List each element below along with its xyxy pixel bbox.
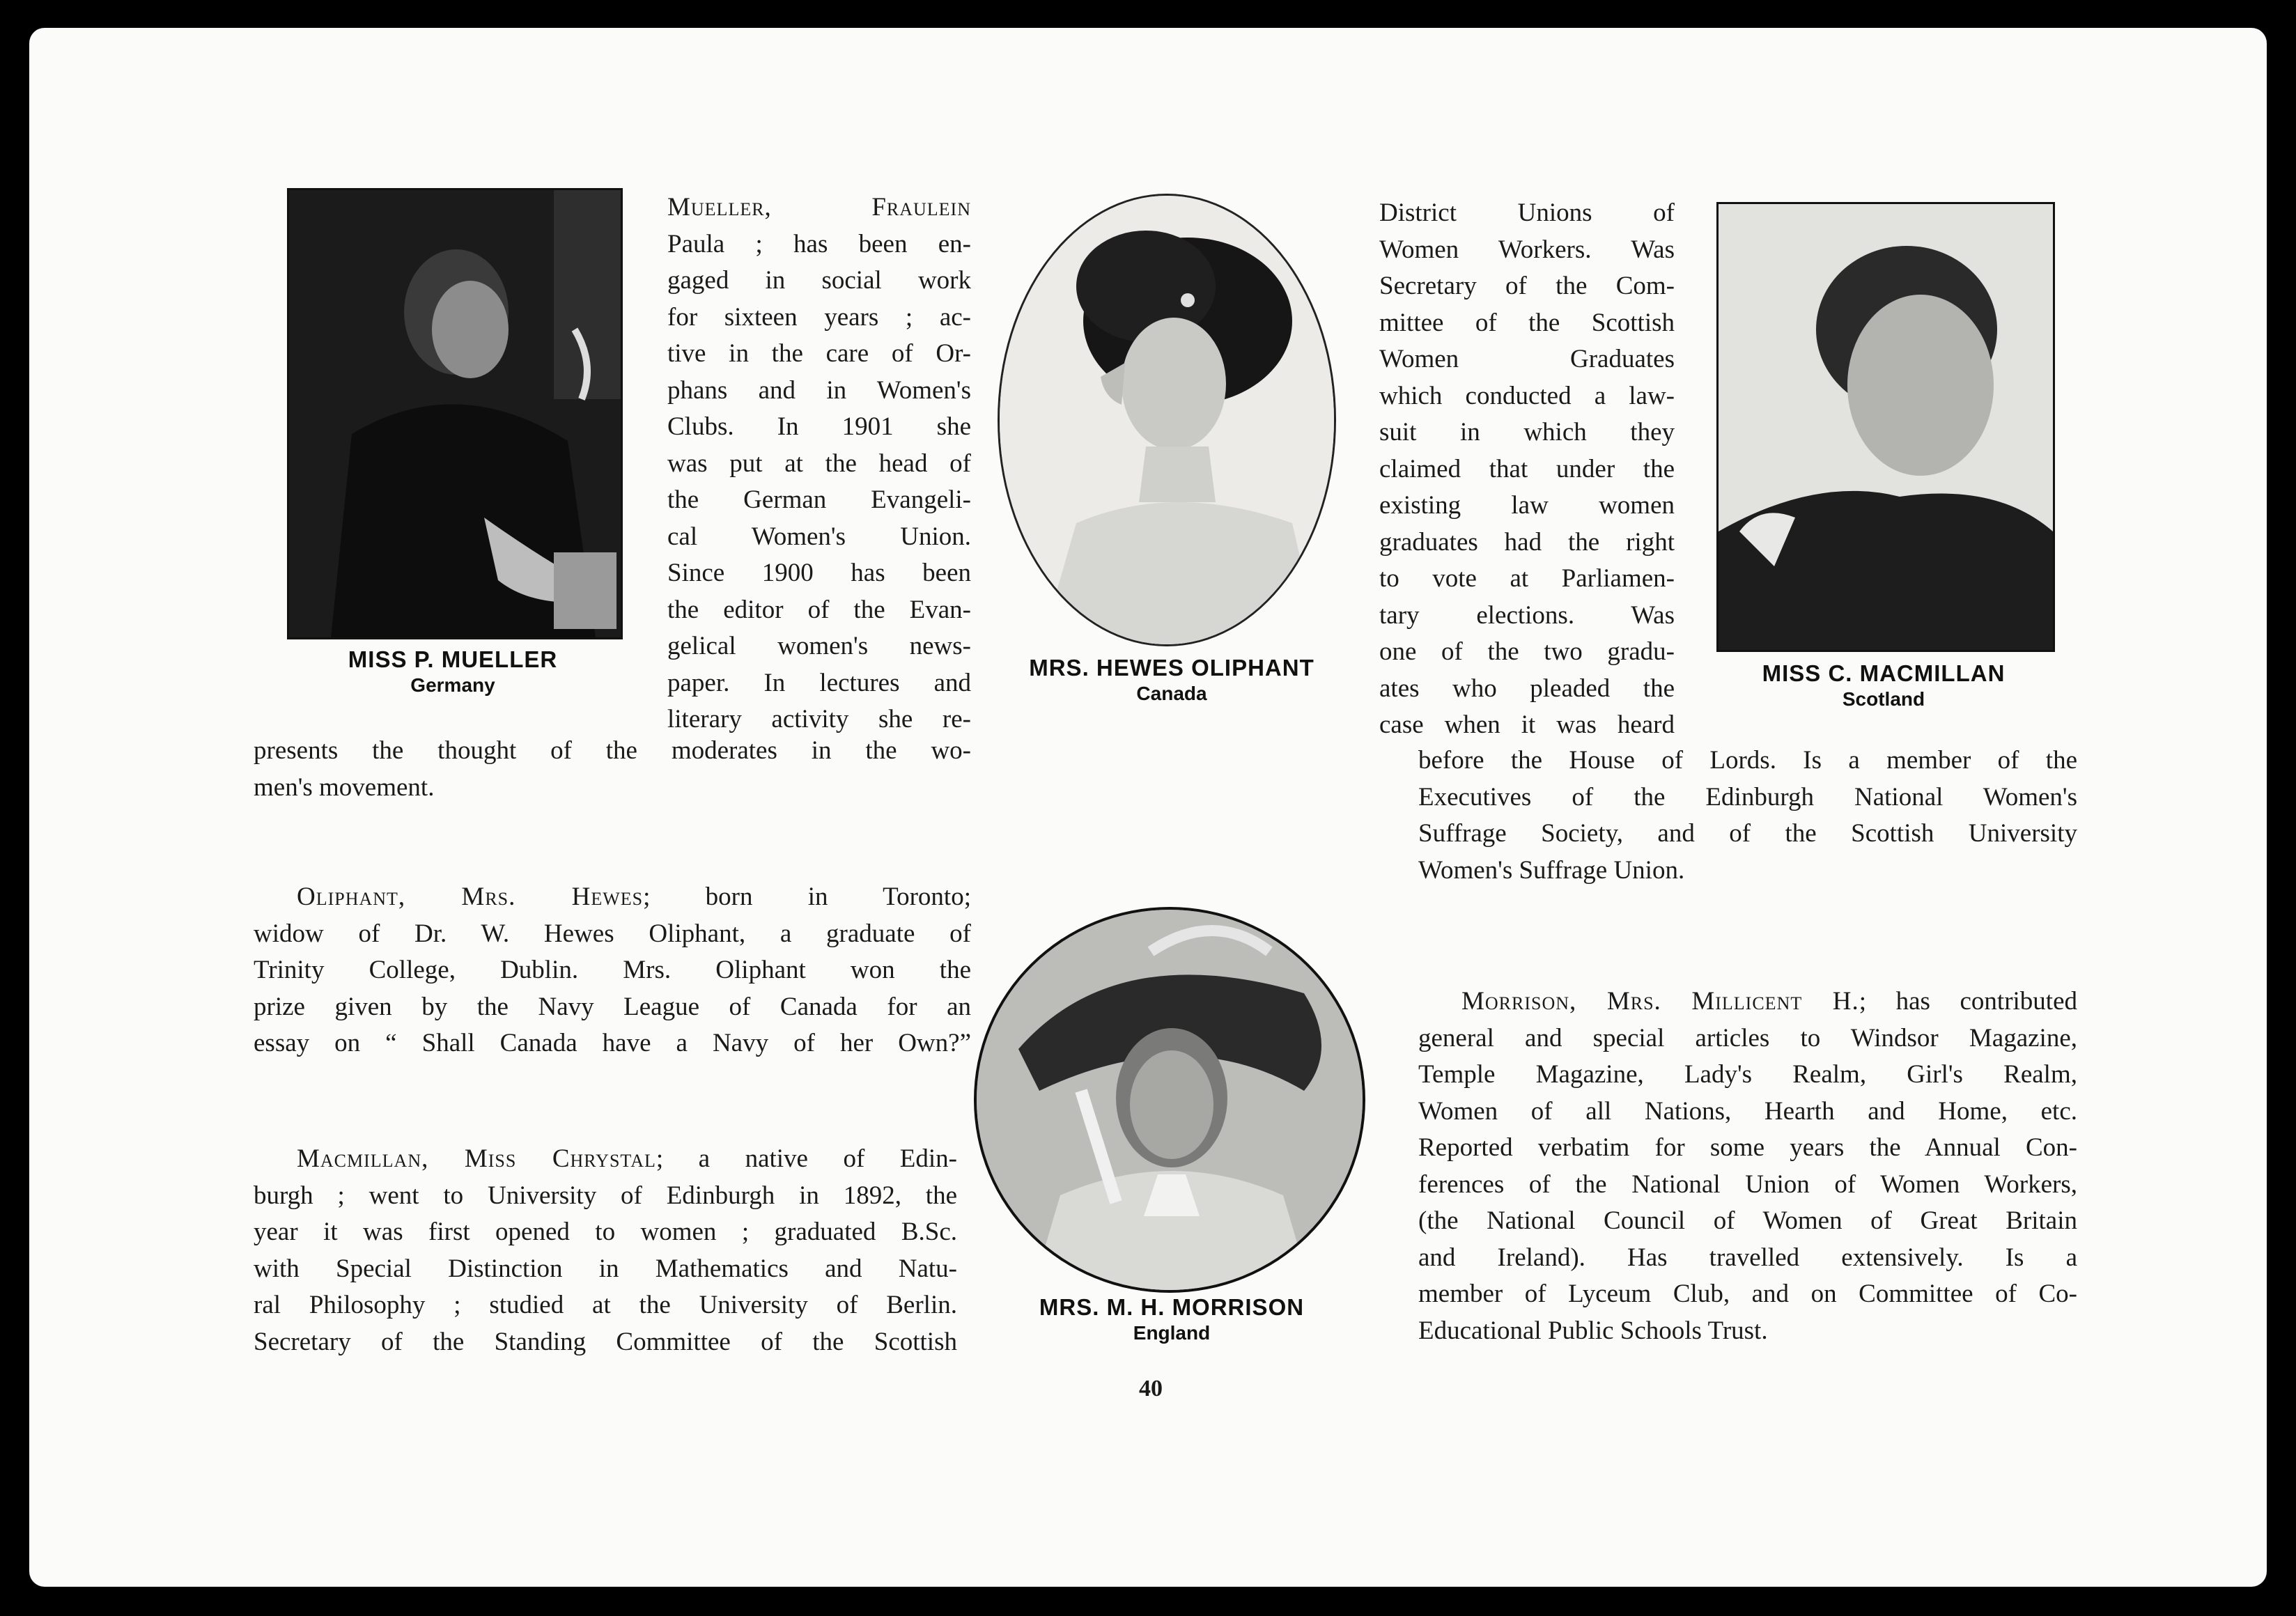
entry-line: existing law women	[1379, 491, 1675, 520]
entry-line: ral Philosophy ; studied at the University of Berlin.	[254, 1291, 957, 1319]
book-page	[29, 28, 2267, 1587]
entry-line: Women Graduates	[1379, 345, 1675, 373]
entry-line: Secretary of the Com-	[1379, 272, 1675, 300]
entry-line: Women's Suffrage Union.	[1418, 855, 1685, 885]
entry-morrison	[1418, 984, 2077, 1349]
caption-macmillan	[1716, 660, 2051, 710]
portrait-morrison	[974, 907, 1365, 1293]
entry-line: ates who pleaded the	[1379, 674, 1675, 703]
entry-line: member of Lyceum Club, and on Committee of Co-	[1418, 1280, 2077, 1308]
caption-mueller	[287, 646, 619, 697]
entry-line: suit in which they	[1379, 418, 1675, 446]
caption-macmillan-country: Scotland	[1842, 688, 1925, 710]
entry-line: ferences of the National Union of Women Workers,	[1418, 1170, 2077, 1199]
entry-line: with Special Distinction in Mathematics and Natu-	[254, 1254, 957, 1283]
entry-oliphant-first-line	[254, 879, 971, 916]
portrait-mueller	[287, 188, 623, 639]
entry-line: gelical women's news-	[667, 632, 971, 660]
entry-line: literary activity she re-	[667, 705, 971, 733]
entry-line: ; born in Toronto;	[643, 883, 971, 911]
entry-line: the German Evangeli-	[667, 485, 971, 514]
portrait-macmillan	[1716, 202, 2055, 652]
portrait-morrison-image	[977, 910, 1363, 1290]
entry-line: to vote at Parliamen-	[1379, 564, 1675, 593]
entry-line: claimed that under the	[1379, 454, 1675, 483]
entry-morrison-heading: Morrison, Mrs. Millicent H.	[1461, 987, 1859, 1016]
entry-oliphant	[254, 879, 971, 1062]
entry-mueller-heading: Mueller, Fraulein	[667, 193, 971, 222]
entry-line: was put at the head of	[667, 449, 971, 478]
entry-line: ; a native of Edin-	[656, 1144, 957, 1173]
caption-morrison-name: MRS. M. H. MORRISON	[1039, 1294, 1305, 1320]
entry-macmillan	[254, 1141, 957, 1360]
entry-line: the editor of the Evan-	[667, 595, 971, 624]
caption-oliphant-country: Canada	[1136, 683, 1207, 704]
entry-mueller-tail	[254, 733, 971, 806]
entry-line: (the National Council of Women of Great Britain	[1418, 1206, 2077, 1235]
entry-line: Clubs. In 1901 she	[667, 412, 971, 441]
portrait-oliphant-image	[1000, 196, 1334, 644]
entry-line: widow of Dr. W. Hewes Oliphant, a graduate of	[254, 919, 971, 948]
entry-line: presents the thought of the moderates in the wo-	[254, 736, 971, 765]
entry-line: Women Workers. Was	[1379, 235, 1675, 264]
entry-line: Reported verbatim for some years the Annual Con-	[1418, 1133, 2077, 1162]
entry-line: which conducted a law-	[1379, 381, 1675, 410]
caption-macmillan-name: MISS C. MACMILLAN	[1762, 660, 2006, 686]
entry-line: graduates had the right	[1379, 527, 1675, 557]
entry-macmillan-continued	[1379, 195, 1675, 744]
caption-oliphant-name: MRS. HEWES OLIPHANT	[1029, 655, 1314, 681]
entry-line: essay on “ Shall Canada have a Navy of her Own?”	[254, 1029, 971, 1057]
entry-line: mittee of the Scottish	[1379, 308, 1675, 337]
entry-line: year it was first opened to women ; graduated B.Sc.	[254, 1218, 957, 1246]
entry-line: cal Women's Union.	[667, 522, 971, 551]
entry-line: and Ireland). Has travelled extensively. Is a	[1418, 1243, 2077, 1272]
entry-morrison-first-line	[1418, 984, 2077, 1020]
entry-line: paper. In lectures and	[667, 668, 971, 697]
entry-line: Secretary of the Standing Committee of the Scottish	[254, 1327, 957, 1356]
entry-line: prize given by the Navy League of Canada for an	[254, 992, 971, 1021]
entry-line: men's movement.	[254, 772, 435, 802]
entry-macmillan-continued-tail	[1418, 743, 2077, 889]
caption-mueller-name: MISS P. MUELLER	[348, 646, 558, 672]
caption-mueller-country: Germany	[410, 674, 495, 696]
entry-line: gaged in social work	[667, 266, 971, 295]
portrait-macmillan-image	[1719, 204, 2053, 650]
entry-line: before the House of Lords. Is a member of the	[1418, 746, 2077, 775]
entry-line: Suffrage Society, and of the Scottish University	[1418, 819, 2077, 848]
entry-line: District Unions of	[1379, 199, 1675, 227]
entry-line: Temple Magazine, Lady's Realm, Girl's Realm,	[1418, 1060, 2077, 1089]
entry-mueller-heading-line	[667, 189, 971, 226]
entry-line: one of the two gradu-	[1379, 637, 1675, 666]
entry-line: tive in the care of Or-	[667, 339, 971, 368]
entry-line: phans and in Women's	[667, 375, 971, 405]
caption-oliphant	[1004, 655, 1339, 705]
entry-line: for sixteen years ; ac-	[667, 302, 971, 332]
entry-macmillan-first-line	[254, 1141, 957, 1178]
entry-line: Since 1900 has been	[667, 559, 971, 587]
entry-line: Educational Public Schools Trust.	[1418, 1316, 1768, 1345]
entry-line: ; has contributed	[1859, 987, 2078, 1016]
entry-line: Women of all Nations, Hearth and Home, etc.	[1418, 1096, 2077, 1126]
entry-line: case when it was heard	[1379, 710, 1675, 739]
caption-morrison-country: England	[1133, 1322, 1211, 1344]
entry-line: Trinity College, Dublin. Mrs. Oliphant won the	[254, 956, 971, 984]
portrait-oliphant	[998, 194, 1336, 646]
entry-line: general and special articles to Windsor Magazine,	[1418, 1023, 2077, 1052]
entry-mueller	[667, 189, 971, 738]
entry-macmillan-heading: Macmillan, Miss Chrystal	[297, 1144, 656, 1173]
entry-line: burgh ; went to University of Edinburgh in 1892, the	[254, 1181, 957, 1210]
entry-oliphant-heading: Oliphant, Mrs. Hewes	[297, 883, 644, 911]
entry-line: Paula ; has been en-	[667, 229, 971, 258]
page-number: 40	[1139, 1376, 1163, 1401]
entry-line: Executives of the Edinburgh National Women's	[1418, 782, 2077, 811]
entry-line: tary elections. Was	[1379, 600, 1675, 630]
portrait-mueller-image	[289, 190, 621, 637]
caption-morrison	[991, 1294, 1353, 1344]
